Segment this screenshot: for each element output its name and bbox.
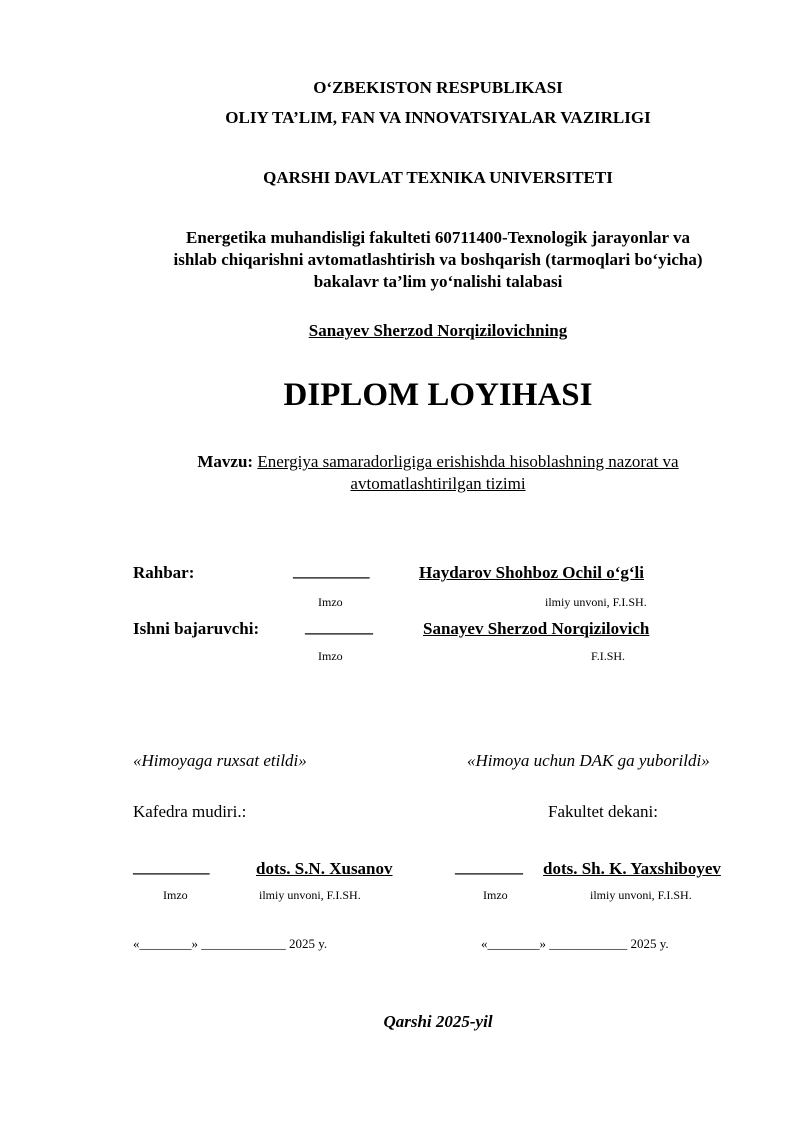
executor-caption-name: F.I.SH.: [591, 649, 626, 663]
executor-label: Ishni bajaruvchi:: [133, 619, 260, 638]
department-line-2: ishlab chiqarishni avtomatlashtirish va boshqarish (tarmoqlari bo‘yicha): [173, 250, 703, 269]
department-head-date: «________» _____________ 2025 y.: [133, 936, 328, 951]
department-head-name: dots. S.N. Xusanov: [256, 859, 393, 878]
department-line-1: Energetika muhandisligi fakulteti 60711400-Texnologik jarayonlar va: [186, 228, 690, 247]
dean-caption-name: ilmiy unvoni, F.I.SH.: [590, 888, 692, 902]
document-title: DIPLOM LOYIHASI: [283, 377, 593, 413]
sent-to-dak-heading: «Himoya uchun DAK ga yuborildi»: [467, 751, 710, 770]
student-name-genitive: Sanayev Sherzod Norqizilovichning: [308, 321, 568, 340]
topic-text-1: Energiya samaradorligiga erishishda hisoblashning nazorat va: [257, 452, 679, 471]
dean-date: «________» ____________ 2025 y.: [481, 936, 669, 951]
executor-signature-line: ________: [305, 617, 373, 636]
executor-name: Sanayev Sherzod Norqizilovich: [423, 619, 650, 638]
topic-label: Mavzu:: [197, 452, 254, 471]
topic-text-2: avtomatlashtirilgan tizimi: [350, 474, 526, 493]
supervisor-caption-sign: Imzo: [318, 595, 343, 609]
department-head-caption-sign: Imzo: [163, 888, 188, 902]
supervisor-name: Haydarov Shohboz Ochil o‘g‘li: [419, 563, 644, 582]
department-head-caption-name: ilmiy unvoni, F.I.SH.: [259, 888, 361, 902]
dean-name: dots. Sh. K. Yaxshiboyev: [543, 859, 721, 878]
supervisor-signature-line: _________: [293, 561, 370, 580]
department-head-signature-line: _________: [133, 857, 210, 876]
place-and-year: Qarshi 2025-yil: [383, 1012, 493, 1031]
supervisor-label: Rahbar:: [133, 563, 195, 582]
university-name: QARSHI DAVLAT TEXNIKA UNIVERSITETI: [263, 168, 613, 187]
dean-signature-line: ________: [455, 857, 523, 876]
country-name: O‘ZBEKISTON RESPUBLIKASI: [313, 78, 563, 97]
dean-caption-sign: Imzo: [483, 888, 508, 902]
executor-caption-sign: Imzo: [318, 649, 343, 663]
department-head-label: Kafedra mudiri.:: [133, 802, 247, 821]
topic-line-1: [0, 452, 800, 472]
ministry-name: OLIY TA’LIM, FAN VA INNOVATSIYALAR VAZIRLIGI: [225, 108, 651, 127]
supervisor-caption-name: ilmiy unvoni, F.I.SH.: [545, 595, 647, 609]
dean-label: Fakultet dekani:: [548, 802, 659, 821]
department-line-3: bakalavr ta’lim yo‘nalishi talabasi: [313, 272, 563, 291]
defense-permission-heading: «Himoyaga ruxsat etildi»: [133, 751, 307, 770]
